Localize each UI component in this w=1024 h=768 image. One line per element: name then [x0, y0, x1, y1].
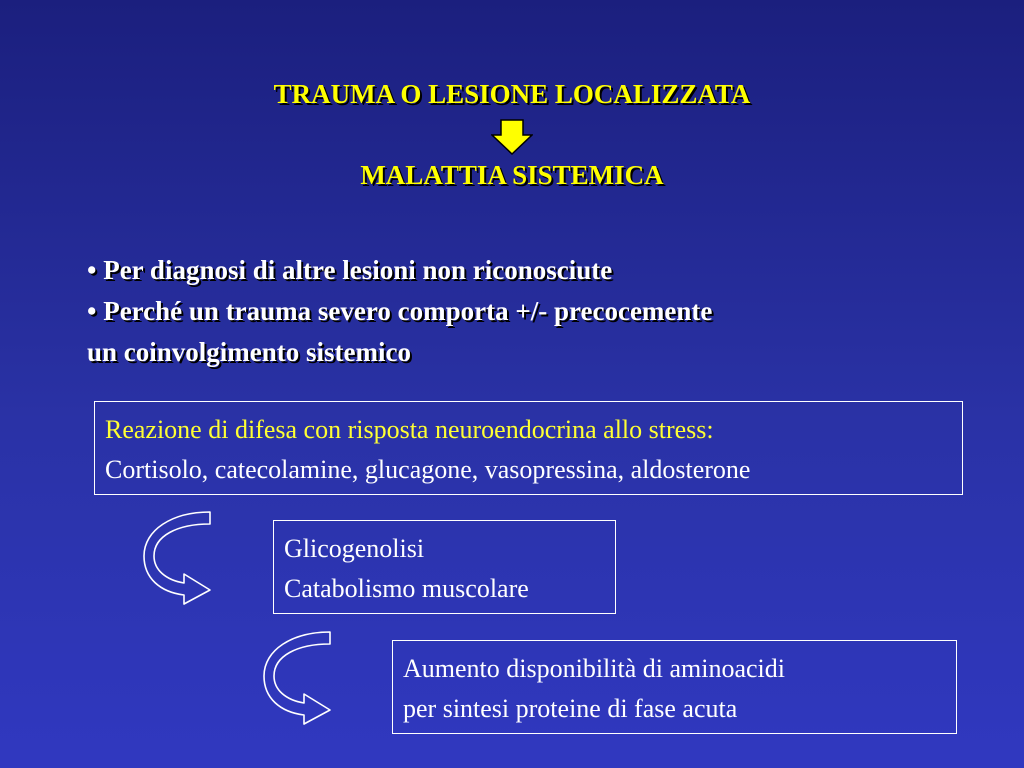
stress-response-text: Reazione di difesa con risposta neuroendocrina allo stress: — [105, 415, 714, 444]
amino-acids-box — [392, 640, 957, 734]
protein-synthesis-text: per sintesi proteine di fase acuta — [403, 694, 738, 723]
stress-response-box — [94, 401, 963, 495]
hormones-text: Cortisolo, catecolamine, glucagone, vasopressina, aldosterone — [105, 455, 751, 484]
curved-arrow-icon — [262, 630, 336, 726]
glycogenolysis-box — [273, 520, 616, 614]
bullet-list — [87, 250, 987, 373]
curved-arrow-icon — [142, 510, 216, 606]
amino-acids-text: Aumento disponibilità di aminoacidi — [403, 654, 786, 683]
glycogenolysis-text: Glicogenolisi — [284, 534, 425, 563]
down-arrow-icon — [491, 119, 533, 155]
bullet-item: • Per diagnosi di altre lesioni non riconosciute — [87, 255, 613, 285]
bullet-item-continuation: un coinvolgimento sistemico — [87, 337, 411, 367]
slide-subtitle: MALATTIA SISTEMICA — [360, 160, 664, 190]
slide-title: TRAUMA O LESIONE LOCALIZZATA — [273, 79, 751, 109]
bullet-item: • Perché un trauma severo comporta +/- precocemente — [87, 296, 713, 326]
muscle-catabolism-text: Catabolismo muscolare — [284, 574, 529, 603]
